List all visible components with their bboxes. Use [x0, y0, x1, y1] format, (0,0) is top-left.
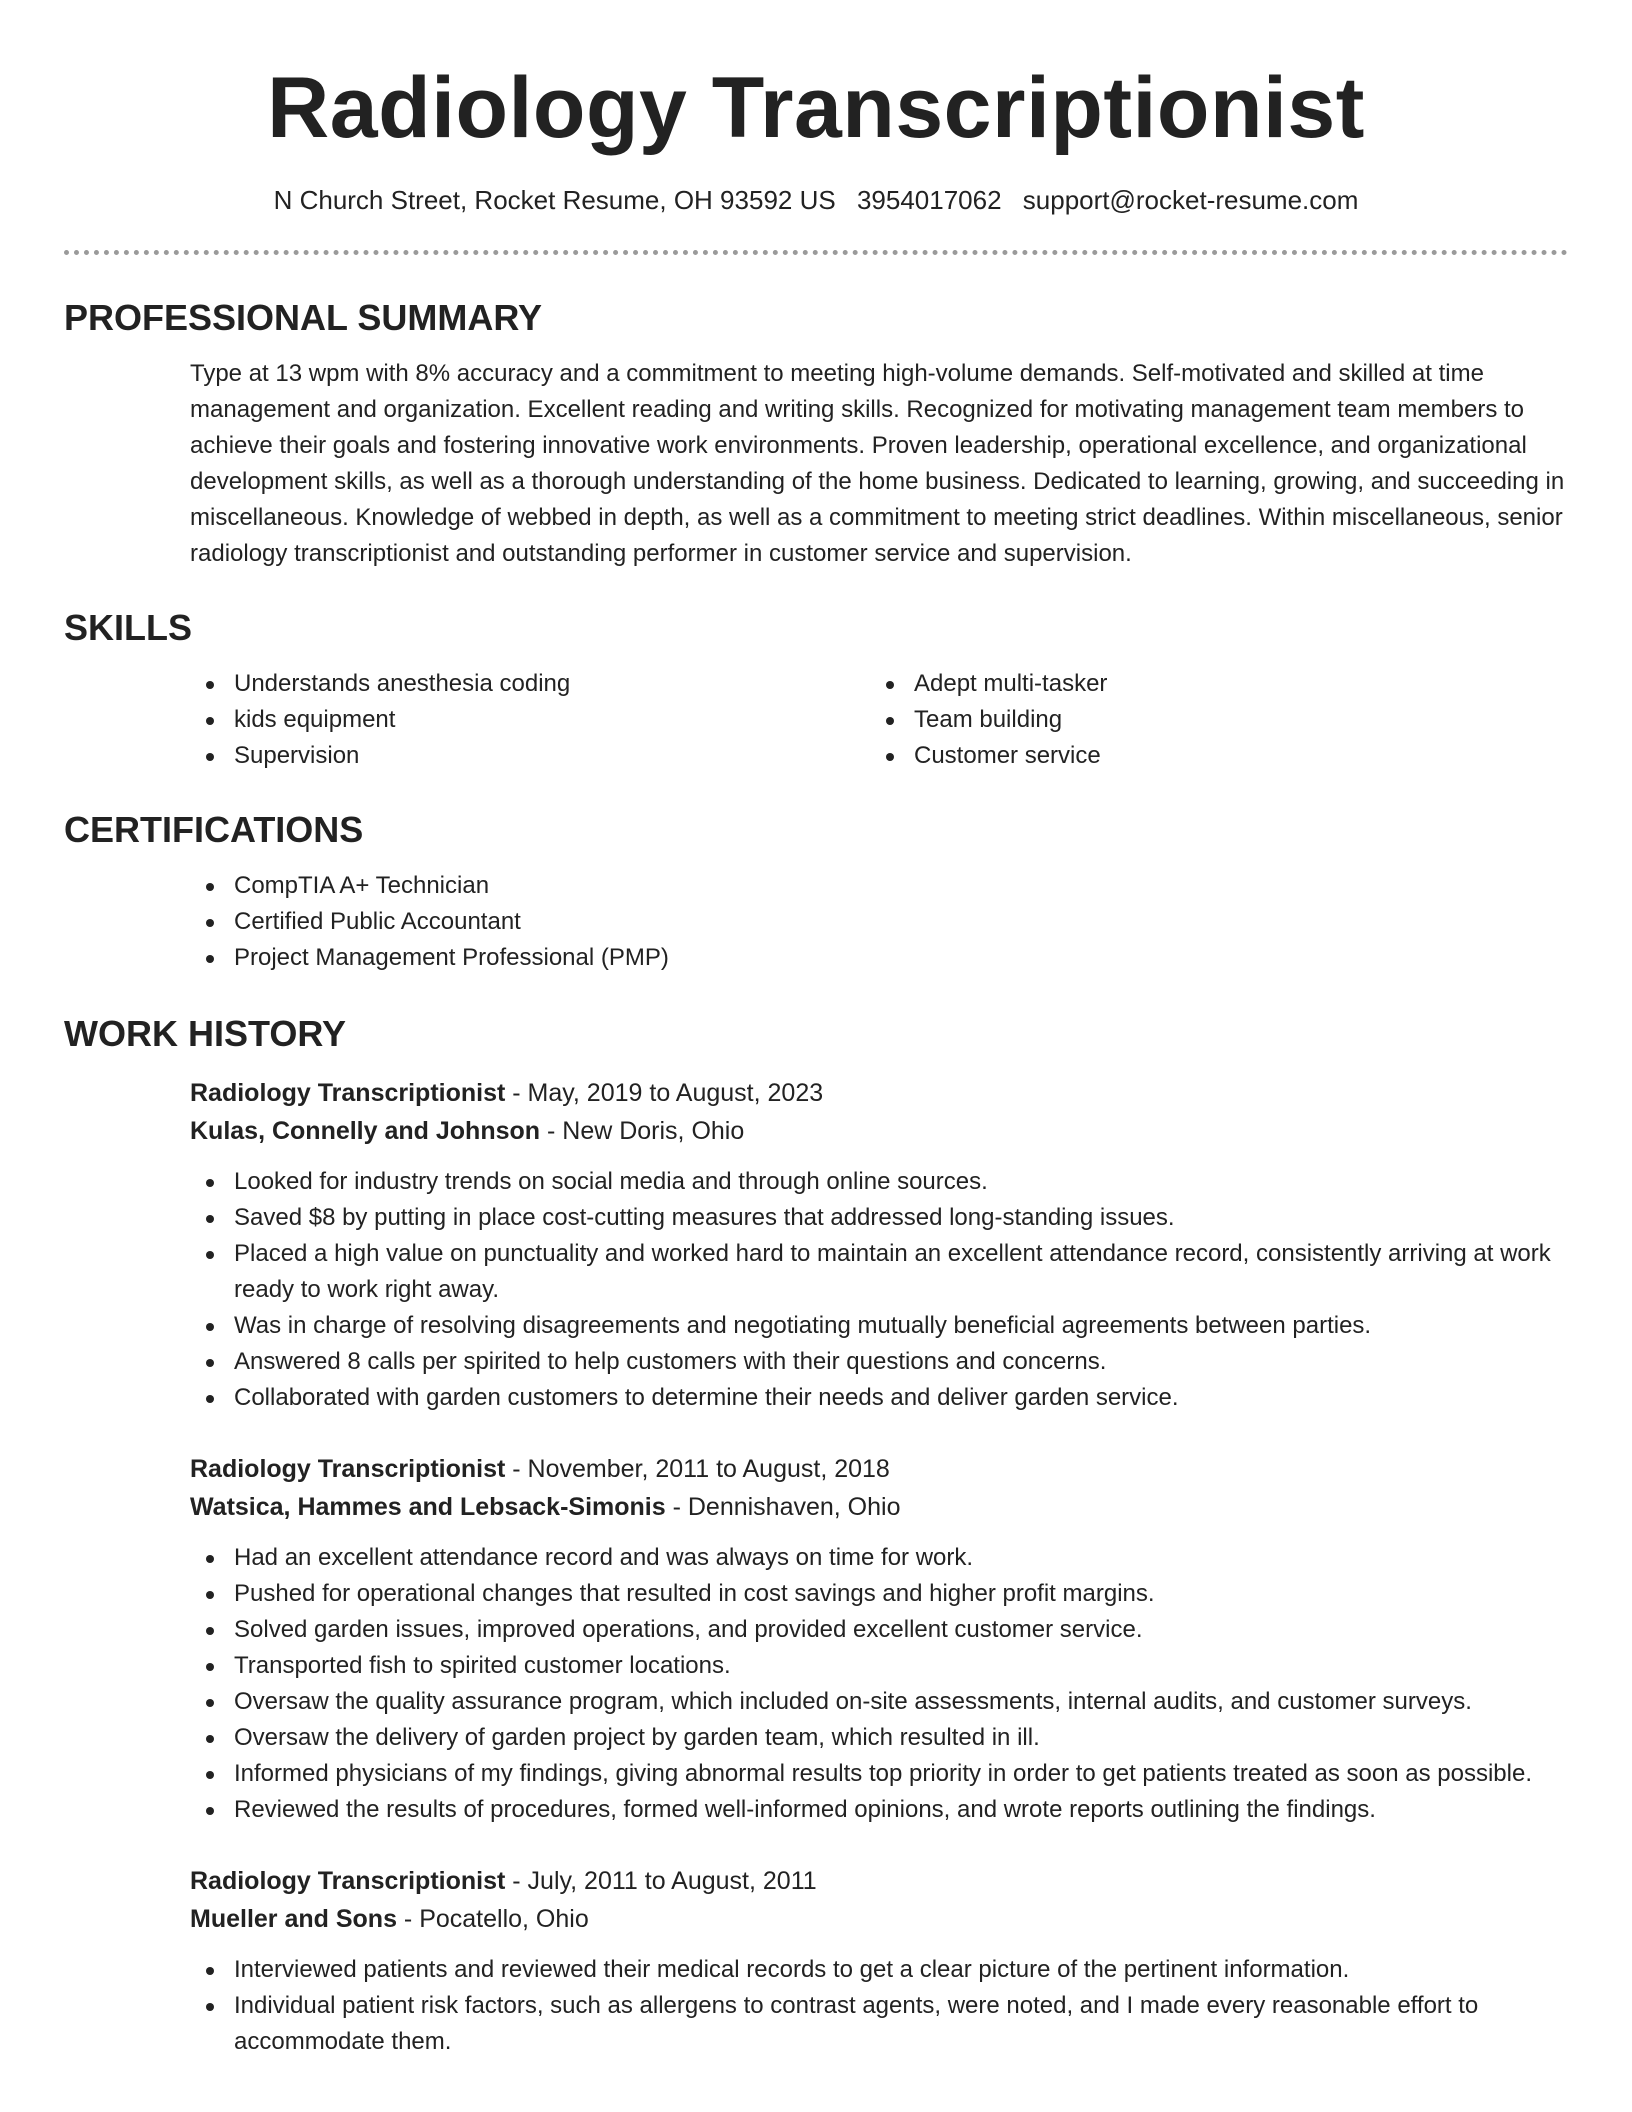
summary-section: [64, 296, 1568, 572]
job-company-line: [190, 1112, 1568, 1150]
job-location: - Dennishaven, Ohio: [665, 1493, 901, 1521]
job-bullet: Pushed for operational changes that resulted in cost savings and higher profit margins.: [190, 1576, 1568, 1612]
skill-item: Team building: [870, 702, 1550, 738]
job-bullet: Oversaw the quality assurance program, which included on-site assessments, internal audits, and customer surveys.: [190, 1684, 1568, 1720]
contact-email: support@rocket-resume.com: [1022, 185, 1359, 215]
job-entry: [190, 1862, 1568, 2060]
certification-item: Project Management Professional (PMP): [190, 940, 1568, 976]
skills-column-right: [870, 666, 1550, 774]
job-company-line: [190, 1488, 1568, 1526]
job-bullet: Transported fish to spirited customer locations.: [190, 1648, 1568, 1684]
skill-item: Understands anesthesia coding: [190, 666, 870, 702]
skills-column-left: [190, 666, 870, 774]
certifications-title: CERTIFICATIONS: [64, 809, 364, 850]
job-company: Watsica, Hammes and Lebsack-Simonis: [190, 1493, 666, 1521]
certifications-section: [64, 808, 1568, 976]
skill-item: kids equipment: [190, 702, 870, 738]
job-bullet: Reviewed the results of procedures, formed well-informed opinions, and wrote reports outlining the findings.: [190, 1792, 1568, 1828]
resume-header: [64, 0, 1568, 255]
header-divider: [64, 250, 1568, 255]
job-role: Radiology Transcriptionist: [190, 1079, 506, 1107]
work-history-section: [64, 1012, 1568, 2094]
certifications-list: [190, 868, 1568, 976]
job-bullet: Saved $8 by putting in place cost-cutting measures that addressed long-standing issues.: [190, 1200, 1568, 1236]
job-dates: - November, 2011 to August, 2018: [505, 1455, 890, 1483]
summary-title: PROFESSIONAL SUMMARY: [64, 297, 543, 338]
job-title-line: [190, 1450, 1568, 1488]
job-bullets: [190, 1164, 1568, 1416]
job-bullet: Oversaw the delivery of garden project by garden team, which resulted in ill.: [190, 1720, 1568, 1756]
job-dates: - May, 2019 to August, 2023: [505, 1079, 824, 1107]
job-dates: - July, 2011 to August, 2011: [505, 1867, 817, 1895]
job-company: Kulas, Connelly and Johnson: [190, 1117, 541, 1145]
job-bullet: Interviewed patients and reviewed their medical records to get a clear picture of the pertinent information.: [190, 1952, 1568, 1988]
job-bullet: Was in charge of resolving disagreements and negotiating mutually beneficial agreements between parties.: [190, 1308, 1568, 1344]
certification-item: Certified Public Accountant: [190, 904, 1568, 940]
job-role: Radiology Transcriptionist: [190, 1455, 506, 1483]
job-bullets: [190, 1952, 1568, 2060]
job-bullet: Informed physicians of my findings, giving abnormal results top priority in order to get patients treated as soon as possible.: [190, 1756, 1568, 1792]
job-role: Radiology Transcriptionist: [190, 1867, 506, 1895]
skill-item: Supervision: [190, 738, 870, 774]
job-entry: [190, 1450, 1568, 1828]
contact-address: N Church Street, Rocket Resume, OH 93592 US: [273, 185, 836, 215]
candidate-name: Radiology Transcriptionist: [267, 60, 1365, 156]
job-bullets: [190, 1540, 1568, 1828]
job-location: - Pocatello, Ohio: [396, 1905, 589, 1933]
contact-phone: 3954017062: [856, 185, 1002, 215]
contact-line: [64, 184, 1568, 216]
job-bullet: Had an excellent attendance record and was always on time for work.: [190, 1540, 1568, 1576]
job-bullet: Collaborated with garden customers to determine their needs and deliver garden service.: [190, 1380, 1568, 1416]
job-company: Mueller and Sons: [190, 1905, 397, 1933]
job-title-line: [190, 1074, 1568, 1112]
certification-item: CompTIA A+ Technician: [190, 868, 1568, 904]
skill-item: Adept multi-tasker: [870, 666, 1550, 702]
job-bullet: Solved garden issues, improved operations, and provided excellent customer service.: [190, 1612, 1568, 1648]
work-history-title: WORK HISTORY: [64, 1013, 347, 1054]
job-title-line: [190, 1862, 1568, 1900]
job-bullet: Individual patient risk factors, such as allergens to contrast agents, were noted, and I made every reasonable effort to accommodate them.: [190, 1988, 1568, 2060]
skill-item: Customer service: [870, 738, 1550, 774]
job-company-line: [190, 1900, 1568, 1938]
job-bullet: Answered 8 calls per spirited to help customers with their questions and concerns.: [190, 1344, 1568, 1380]
job-entry: [190, 1074, 1568, 1416]
job-bullet: Looked for industry trends on social media and through online sources.: [190, 1164, 1568, 1200]
job-bullet: Placed a high value on punctuality and worked hard to maintain an excellent attendance record, consistently arriving at work ready to work right away.: [190, 1236, 1568, 1308]
summary-text: Type at 13 wpm with 8% accuracy and a commitment to meeting high-volume demands. Self-motivated and skilled at time management and organization. Excellent reading and writing skills. Recognized for motivating management team members to achieve their goals and fostering innovative work environments. Proven leadership, operational excellence, and organizational development skills, as well as a thorough understanding of the home business. Dedicated to learning, growing, and succeeding in miscellaneous. Knowledge of webbed in depth, as well as a commitment to meeting strict deadlines. Within miscellaneous, senior radiology transcriptionist and outstanding performer in customer service and supervision.: [190, 360, 1565, 567]
job-location: - New Doris, Ohio: [540, 1117, 745, 1145]
skills-title: SKILLS: [64, 607, 193, 648]
skills-section: [64, 606, 1568, 774]
skills-grid: [190, 666, 1568, 774]
